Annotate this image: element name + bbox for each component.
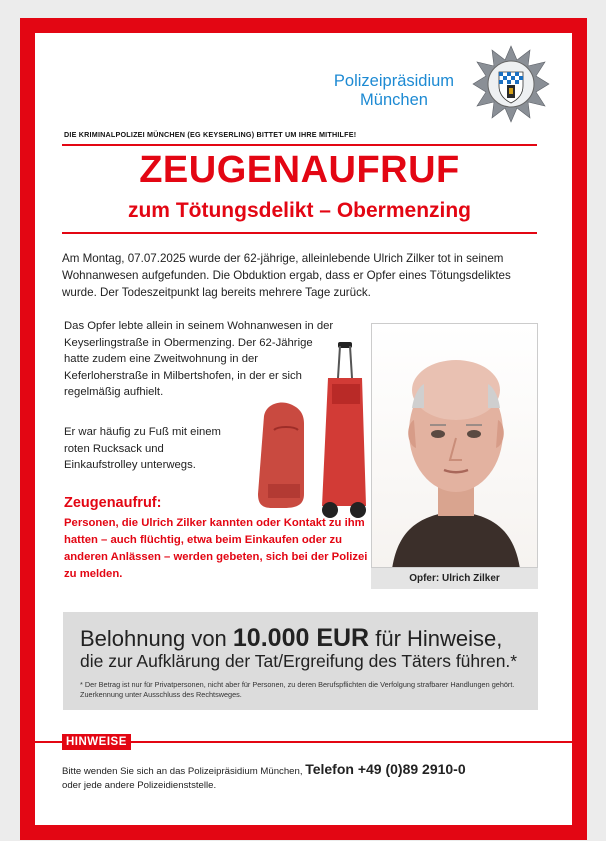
red-backpack-and-trolley-image xyxy=(248,334,366,524)
reward-box xyxy=(63,612,538,710)
footer-imprint xyxy=(62,817,430,824)
publisher-text: Polizeipräsidium München, Ettstraße 2, 80333 München, Telefon: 089 / 2910 - 0 | xyxy=(102,817,332,824)
agency-name xyxy=(330,72,458,110)
top-divider xyxy=(62,144,537,146)
belongings-paragraph: Er war häufig zu Fuß mit einem roten Rucksack und Einkaufstrolley unterwegs. xyxy=(64,426,221,472)
police-star-badge-icon xyxy=(472,44,550,124)
phone-number[interactable]: Telefon +49 (0)89 2910-0 xyxy=(305,761,466,777)
reward-pre: Belohnung von xyxy=(80,626,233,651)
contact-info xyxy=(62,762,552,793)
agency-line1: Polizeipräsidium xyxy=(333,72,455,90)
contact-text: Bitte wenden Sie sich an das Polizeipräsidium München, xyxy=(62,766,306,777)
title-divider xyxy=(62,232,537,234)
reward-post: für Hinweise, xyxy=(369,626,503,651)
appeal-heading: Zeugenaufruf: xyxy=(64,495,162,511)
contact-text-2: oder jede andere Polizeidienststelle. xyxy=(62,780,217,791)
reward-line1 xyxy=(80,624,502,653)
reward-footnote: * Der Betrag ist nur für Privatpersonen, nicht aber für Personen, zu deren Berufspflichten die Verfolgung strafbarer Handlungen gehört. Zuerkennung unter Ausschluss des Rechtsweges. xyxy=(80,680,515,699)
victim-portrait-image xyxy=(371,323,538,568)
intro-paragraph: Am Montag, 07.07.2025 wurde der 62-jährige, alleinlebende Ulrich Zilker tot in seinem Wohnanwesen aufgefunden. Die Obduktion ergab, dass er Opfer eines Tötungsdeliktes wurde. Der Todeszeitpunkt lag bereits mehrere Tage zurück. xyxy=(62,252,511,300)
page-subtitle: zum Tötungsdelikt – Obermenzing xyxy=(127,199,472,222)
agency-line2: München xyxy=(360,91,428,109)
red-backpack-image xyxy=(258,403,304,509)
print-text: Eigendruck im Selbstverlag xyxy=(351,817,431,824)
reward-amount: 10.000 EUR xyxy=(232,624,370,652)
photo-caption: Opfer: Ulrich Zilker xyxy=(371,568,538,589)
appeal-text: Personen, die Ulrich Zilker kannten oder Kontakt zu ihm hatten – auch flüchtig, etwa beim Einkaufen oder zu anderen Anlässen – werden gebeten, sich bei der Polizei zu melden. xyxy=(64,517,368,580)
reward-line2: die zur Aufklärung der Tat/Ergreifung des Täters führen.* xyxy=(80,651,518,671)
publisher-label: Herausgeber: xyxy=(62,817,103,824)
print-label: Druck: xyxy=(332,817,352,824)
page-title: ZEUGENAUFRUF xyxy=(139,149,460,191)
kicker-text: DIE KRIMINALPOLIZEI MÜNCHEN (EG KEYSERLING) BITTET UM IHRE MITHILFE! xyxy=(64,130,357,139)
hinweise-label: HINWEISE xyxy=(62,734,131,750)
red-shopping-trolley-image xyxy=(322,342,366,518)
residence-paragraph: Das Opfer lebte allein in seinem Wohnanwesen in der Keyserlingstraße in Obermenzing. Der 62-Jährige hatte zudem eine Zweitwohnung in der Keferloherstraße in Milbertshofen, in der er sich regelmäßig aufhielt. xyxy=(64,320,334,399)
